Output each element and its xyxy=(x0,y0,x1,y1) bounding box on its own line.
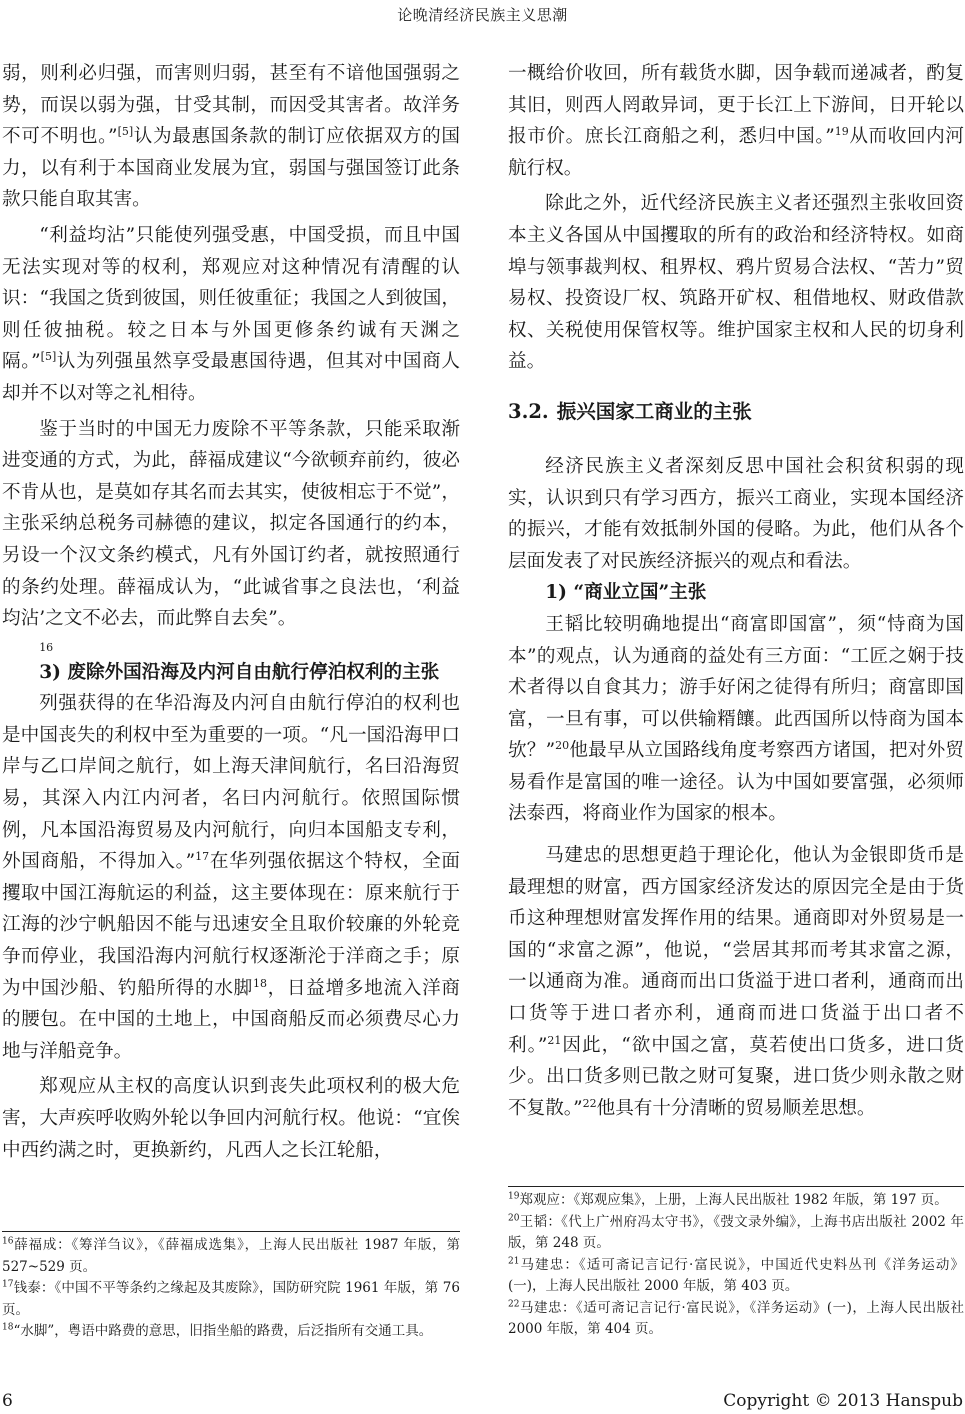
running-header: 论晚清经济民族主义思潮 xyxy=(397,6,568,24)
paragraph xyxy=(2,220,460,410)
footnote-ref[interactable]: 18 xyxy=(252,976,267,990)
footnote xyxy=(2,1235,460,1278)
paragraph xyxy=(508,840,964,1124)
footnote-ref[interactable]: 21 xyxy=(547,1033,562,1047)
footnote xyxy=(2,1278,460,1321)
footnote-text: “水脚”，粤语中路费的意思，旧指坐船的路费，后泛指所有交通工具。 xyxy=(13,1323,433,1339)
paragraph-text: 认为最惠国条款的制订应依据双方的国力，以有利于本国商业发展为宜，弱国与强国签订此条款只能自取其害。 xyxy=(2,126,460,211)
paragraph: 郑观应从主权的高度认识到丧失此项权利的极大危害，大声疾呼收购外轮以争回内河航行权。他说：“宜俟中西约满之时，更换新约，凡西人之长江轮船， xyxy=(2,1076,460,1161)
paragraph-text: 王韬比较明确地提出“商富即国富”，须“恃商为国本”的观点，认为通商的益处有三方面：“工匠之娴于技术者得以自食其力；游手好闲之徒得有所归；商富即国富，一旦有事，可以供输糈饟。此西国所以恃商为国本欤？” xyxy=(508,613,964,762)
section-title: 振兴国家工商业的主张 xyxy=(556,399,752,423)
footnote-ref[interactable]: 19 xyxy=(834,125,849,138)
footnote-ref[interactable]: 20 xyxy=(555,739,570,753)
footnote-number: 18 xyxy=(2,1322,14,1333)
copyright-notice: Copyright © 2013 Hanspub xyxy=(723,1391,963,1411)
footnote xyxy=(508,1190,964,1212)
right-column xyxy=(508,58,964,1124)
subsection-heading: 3) 废除外国沿海及内河自由航行停泊权利的主张 xyxy=(39,661,440,683)
footnote xyxy=(508,1298,964,1341)
citation-ref[interactable]: [5] xyxy=(117,125,134,138)
subsection-heading: 1) “商业立国”主张 xyxy=(545,582,707,604)
citation-ref[interactable]: [5] xyxy=(40,350,57,364)
footnote-ref[interactable]: 17 xyxy=(195,850,210,864)
footnotes-right xyxy=(508,1186,964,1341)
paragraph xyxy=(508,58,964,184)
paragraph-text: 在华列强依据这个特权，全面攫取中国江海航运的利益，这主要体现在：原来航行于江海的沙宁帆船因不能与迅速安全且取价较廉的外轮竞争而停业，我国沿海内河航行权逐渐沦于洋商之手；原为中国沙船、钓船所得的水脚 xyxy=(2,851,460,999)
section-heading xyxy=(508,396,964,427)
paragraph-text: 他具有十分清晰的贸易顺差思想。 xyxy=(596,1097,876,1119)
paragraph-text: “利益均沾”只能使列强受惠，中国受损，而且中国无法实现对等的权利，郑观应对这种情况有清醒的认识：“我国之货到彼国，则任彼重征；我国之人到彼国，则任彼抽税。较之日本与外国更修条约诚有天渊之隔。” xyxy=(2,224,460,373)
footnote-number: 22 xyxy=(508,1299,520,1309)
paragraph xyxy=(508,609,964,830)
footnote-text: 郑观应：《郑观应集》，上册，上海人民出版社 1982 年版，第 197 页。 xyxy=(519,1192,948,1208)
paragraph-text: 一概给价收回，所有载货水脚，因争载而递减者，酌复其旧，则西人罔敢异词，更于长江上下游间，日开轮以报市价。庶长江商船之利，悉归中国。” xyxy=(508,63,964,148)
footnote xyxy=(2,1321,460,1343)
page-number: 6 xyxy=(2,1391,13,1411)
paragraph-text: 他最早从立国路线角度考察西方诸国，把对外贸易看作是富国的唯一途径。认为中国如要富强，必须师法泰西，将商业作为国家的根本。 xyxy=(508,740,964,825)
paragraph-text: 弱，则利必归强，而害则归弱，甚至有不谙他国强弱之势，而误以弱为强，甘受其制，而因受其害者。故洋务不可不明也。” xyxy=(2,63,460,148)
paragraph-text: ，日益增多地流入洋商的腰包。在中国的土地上，中国商船反而必须费尽心力地与洋船竞争。 xyxy=(2,977,460,1062)
paragraph xyxy=(2,414,460,657)
footnote-text: 马建忠：《适可斋记言记行·富民说》，《洋务运动》(一)，上海人民出版社 2000 年版，第 404 页。 xyxy=(508,1299,964,1337)
footnote-ref[interactable]: 22 xyxy=(582,1096,597,1110)
footnote-number: 19 xyxy=(508,1191,520,1202)
section-number: 3.2. xyxy=(508,399,549,423)
paragraph xyxy=(2,58,460,216)
paragraph-text: 马建忠的思想更趋于理论化，他认为金银即货币是最理想的财富，西方国家经济发达的原因完全是由于货币这种理想财富发挥作用的结果。通商即对外贸易是一国的“求富之源”，他说，“尝居其邦而考其求富之源，一以通商为准。通商而出口货溢于进口者利，通商而出口货等于进口者亦利，通商而进口货溢于出口者不利。” xyxy=(508,845,964,1056)
left-column xyxy=(2,58,460,1166)
paragraph xyxy=(2,688,460,1067)
footnote-text: 王韬：《代上广州府冯太守书》，《弢文录外编》，上海书店出版社 2002 年版，第 248 页。 xyxy=(508,1213,964,1251)
paragraph-text: 从而收回内河航行权。 xyxy=(508,126,964,179)
paragraph: 经济民族主义者深刻反思中国社会积贫积弱的现实，认识到只有学习西方，振兴工商业，实现本国经济的振兴，才能有效抵制外国的侵略。为此，他们从各个层面发表了对民族经济振兴的观点和看法。 xyxy=(508,455,964,572)
footnote xyxy=(508,1212,964,1255)
footnote-number: 21 xyxy=(508,1256,520,1266)
paragraph-text: 列强获得的在华沿海及内河自由航行停泊的权利也是中国丧失的利权中至为重要的一项。“凡一国沿海甲口岸与乙口岸间之航行，如上海天津间航行，名曰沿海贸易，其深入内江内河者，名曰内河航行。依照国际惯例，凡本国沿海贸易及内河航行，向归本国船支专利，外国商船，不得加入。” xyxy=(2,693,460,873)
footnote-number: 20 xyxy=(508,1213,520,1223)
footnote-number: 17 xyxy=(2,1279,14,1290)
footnote-number: 16 xyxy=(2,1236,14,1247)
footnote-text: 马建忠：《适可斋记言记行·富民说》，中国近代史料丛刊《洋务运动》(一)，上海人民出版社 2000 年版，第 403 页。 xyxy=(508,1256,964,1294)
footnote-text: 钱泰：《中国不平等条约之缘起及其废除》，国防研究院 1961 年版，第 76 页。 xyxy=(2,1280,460,1318)
footnote xyxy=(508,1255,964,1298)
paragraph-text: 认为列强虽然享受最惠国待遇，但其对中国商人却并不以对等之礼相待。 xyxy=(2,351,460,404)
footnotes-left xyxy=(2,1231,460,1343)
paragraph-text: 鉴于当时的中国无力废除不平等条款，只能采取渐进变通的方式，为此，薛福成建议“今欲顿弃前约，彼必不肯从也，是莫如存其名而去其实，使彼相忘于不觉”，主张采纳总税务司赫德的建议，拟定各国通行的约本，另设一个汉文条约模式，凡有外国订约者，就按照通行的条约处理。薛福成认为，“此诚省事之良法也，‘利益均沾’之文不必去，而此弊自去矣”。 xyxy=(2,418,460,630)
footnote-text: 薛福成：《筹洋刍议》，《薛福成选集》，上海人民出版社 1987 年版，第 527~529 页。 xyxy=(2,1237,460,1275)
paragraph-text: 因此，“欲中国之富，莫若使出口货多，进口货少。出口货多则已散之财可复聚，进口货少则永散之财不复散。” xyxy=(508,1034,964,1119)
footnote-ref[interactable]: 16 xyxy=(39,640,54,654)
paragraph: 除此之外，近代经济民族主义者还强烈主张收回资本主义各国从中国攫取的所有的政治和经济特权。如商埠与领事裁判权、租界权、鸦片贸易合法权、“苦力”贸易权、投资设厂权、筑路开矿权、租借地权、财政借款权、关税使用保管权等。维护国家主权和人民的切身利益。 xyxy=(508,193,964,373)
